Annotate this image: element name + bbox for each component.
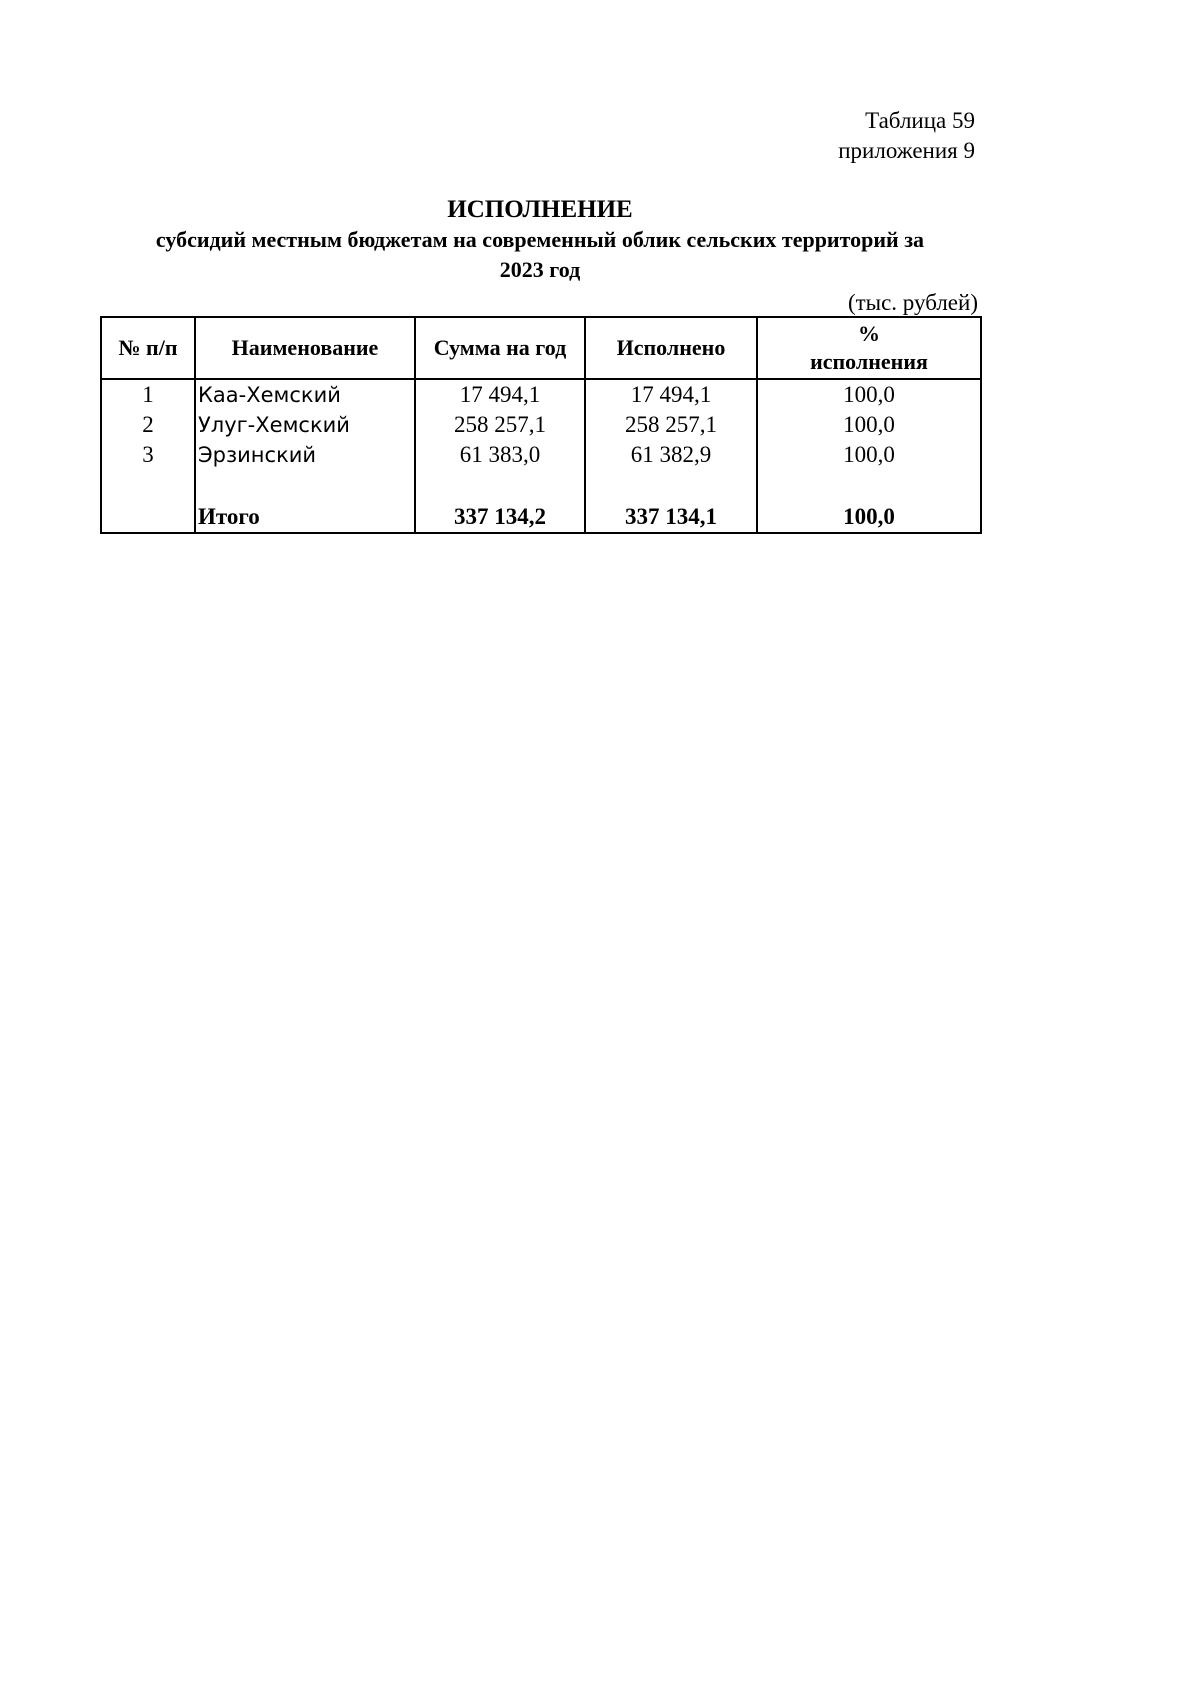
row-name: Эрзинский (195, 440, 415, 470)
row-sum: 17 494,1 (415, 379, 585, 410)
row-percent: 100,0 (757, 440, 981, 470)
total-row (101, 502, 981, 533)
total-sum: 337 134,2 (415, 502, 585, 533)
row-percent: 100,0 (757, 379, 981, 410)
appendix-label: приложения 9 (838, 138, 975, 163)
spacer-cell (415, 470, 585, 502)
document-title: ИСПОЛНЕНИЕ (447, 196, 633, 223)
table-row (101, 410, 981, 440)
document-subtitle-line-2: 2023 год (499, 257, 581, 282)
row-done: 258 257,1 (585, 410, 757, 440)
row-num: 1 (101, 379, 195, 410)
row-done: 17 494,1 (585, 379, 757, 410)
spacer-cell (757, 470, 981, 502)
spacer-row (101, 470, 981, 502)
spacer-cell (195, 470, 415, 502)
row-name: Улуг-Хемский (195, 410, 415, 440)
units-note: (тыс. рублей) (847, 290, 978, 315)
spacer-cell (101, 470, 195, 502)
header-percent-label: исполнения (810, 349, 928, 374)
row-num: 2 (101, 410, 195, 440)
document-subtitle-line-1: субсидий местным бюджетам на современный облик сельских территорий за (155, 227, 925, 252)
row-percent: 100,0 (757, 410, 981, 440)
table-row (101, 440, 981, 470)
spacer-cell (585, 470, 757, 502)
total-label: Итого (195, 502, 415, 533)
title-block (100, 195, 980, 285)
table-number-label: Таблица 59 (865, 108, 975, 133)
header-num: № п/п (101, 317, 195, 379)
total-num (101, 502, 195, 533)
budget-table (100, 316, 982, 534)
header-done: Исполнено (585, 317, 757, 379)
row-num: 3 (101, 440, 195, 470)
total-done: 337 134,1 (585, 502, 757, 533)
row-name: Каа-Хемский (195, 379, 415, 410)
header-percent-sign: % (858, 321, 880, 346)
header-sum: Сумма на год (415, 317, 585, 379)
header-name: Наименование (195, 317, 415, 379)
table-header-row (101, 317, 981, 379)
row-sum: 258 257,1 (415, 410, 585, 440)
total-percent: 100,0 (757, 502, 981, 533)
row-done: 61 382,9 (585, 440, 757, 470)
table-row (101, 379, 981, 410)
row-sum: 61 383,0 (415, 440, 585, 470)
header-percent (757, 317, 981, 379)
